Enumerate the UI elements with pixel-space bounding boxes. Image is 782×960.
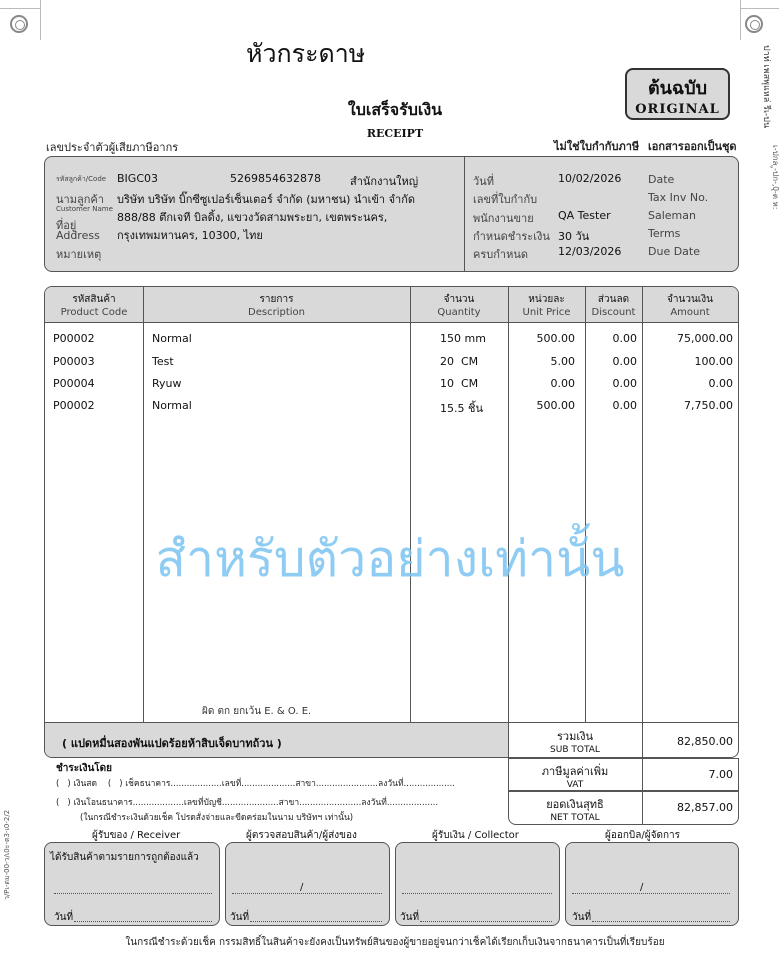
item-description: Normal <box>152 332 192 345</box>
item-quantity: 20 CM <box>440 355 479 368</box>
sig-date-label: วันที่ <box>54 912 74 923</box>
signature-line <box>54 893 212 894</box>
col-header-unit-price: หน่วยละ Unit Price <box>522 294 571 318</box>
sig-date-label: วันที่ <box>572 912 592 923</box>
item-amount: 0.00 <box>708 377 733 390</box>
item-quantity: 15.5 ชิ้น <box>440 402 483 415</box>
doc-title-en: RECEIPT <box>366 127 424 140</box>
original-en: ORIGINAL <box>635 102 720 117</box>
divider <box>464 157 465 271</box>
payment-line-2: ( ) เงินโอนธนาคาร...................เลขที่บัญชี.....................สาขา.......................ลงวันที่................... <box>56 798 439 808</box>
subtotal-value: 82,850.00 <box>677 735 733 748</box>
payment-note: (ในกรณีชำระเงินด้วยเช็ค โปรดสั่งจ่ายและขีดคร่อมในนาม บริษัทฯ เท่านั้น) <box>80 813 354 823</box>
customer-name-label: นามลูกค้า <box>56 193 104 206</box>
customer-code: BIGC03 <box>117 172 158 185</box>
col-header-discount: ส่วนลด Discount <box>591 294 636 318</box>
net-total-label: ยอดเงินสุทธิ NET TOTAL <box>546 798 604 823</box>
corner-line <box>740 8 779 9</box>
received-ok-text: ได้รับสินค้าตามรายการถูกต้องแล้ว <box>50 852 199 863</box>
due-label-en: Due Date <box>648 245 700 258</box>
col-divider <box>585 287 586 722</box>
header-caption: หัวกระดาษ <box>246 39 366 68</box>
item-discount: 0.00 <box>612 355 637 368</box>
payment-line-1: ( ) เงินสด ( ) เช็คธนาคาร...................เลขที่....................สาขา.......................ลงวันที่................... <box>56 779 455 789</box>
item-amount: 7,750.00 <box>684 399 733 412</box>
original-stamp <box>625 68 730 120</box>
item-code: P00002 <box>53 332 95 345</box>
terms-value: 30 วัน <box>558 230 590 243</box>
original-th: ต้นฉบับ <box>647 78 708 99</box>
address-line-1: 888/88 ตึกเจที บิลดิ้ง, แขวงวัดสามพระยา, เขตพระนคร, <box>117 211 388 224</box>
amount-in-words: ( แปดหมื่นสองพันแปดร้อยห้าสิบเจ็ดบาทถ้วน ) <box>62 737 282 750</box>
item-description: Normal <box>152 399 192 412</box>
due-label-th: ครบกำหนด <box>473 248 528 261</box>
date-line <box>592 921 730 922</box>
table-row <box>45 399 738 417</box>
divider <box>642 758 643 791</box>
date-line <box>74 921 212 922</box>
not-tax-invoice: ไม่ใช่ใบกำกับภาษี <box>554 140 640 153</box>
sig-date-label: วันที่ <box>230 912 250 923</box>
sig-label-checker: ผู้ตรวจสอบสินค้า/ผู้ส่งของ <box>246 830 357 841</box>
subtotal-label: รวมเงิน SUB TOTAL <box>550 730 600 755</box>
col-divider <box>143 287 144 722</box>
col-divider <box>410 287 411 722</box>
corner-mark-icon <box>745 15 763 33</box>
vat-label: ภาษีมูลค่าเพิ่ม VAT <box>541 765 609 790</box>
date-label-th: วันที่ <box>473 175 494 188</box>
sig-label-receiver: ผู้รับของ / Receiver <box>92 830 181 841</box>
date-line <box>420 921 552 922</box>
corner-line <box>40 0 41 40</box>
sig-box-issuer <box>565 842 739 926</box>
due-value: 12/03/2026 <box>558 245 622 258</box>
taxpayer-label: เลขประจำตัวผู้เสียภาษีอากร <box>46 141 179 154</box>
taxinv-label-en: Tax Inv No. <box>648 191 709 204</box>
item-discount: 0.00 <box>612 332 637 345</box>
col-header-quantity: จำนวน Quantity <box>437 294 481 318</box>
sig-date-label: วันที่ <box>400 912 420 923</box>
item-amount: 75,000.00 <box>677 332 733 345</box>
address-line-2: กรุงเทพมหานคร, 10300, ไทย <box>117 229 263 242</box>
date-label-en: Date <box>648 173 675 186</box>
signature-line <box>572 893 730 894</box>
side-text-right-2: เ-ปกล ู-ปก-,0ุ-ต ห: <box>771 145 780 210</box>
date-value: 10/02/2026 <box>558 172 622 185</box>
item-code: P00004 <box>53 377 95 390</box>
sig-label-collector: ผู้รับเงิน / Collector <box>432 830 519 841</box>
signature-line <box>402 893 552 894</box>
errors-note: ผิด ตก ยกเว้น E. & O. E. <box>202 706 312 717</box>
table-header-divider <box>45 322 738 323</box>
item-code: P00003 <box>53 355 95 368</box>
customer-branch: สำนักงานใหญ่ <box>350 175 419 188</box>
corner-line <box>0 8 40 9</box>
terms-label-en: Terms <box>648 227 681 240</box>
doc-title-th: ใบเสร็จรับเงิน <box>347 100 443 119</box>
customer-tax-id: 5269854632878 <box>230 172 321 185</box>
item-quantity: 150 mm <box>440 332 486 345</box>
item-unit-price: 500.00 <box>536 399 575 412</box>
corner-line <box>740 0 741 40</box>
remark-label: หมายเหตุ <box>56 248 102 261</box>
item-description: Test <box>152 355 174 368</box>
item-code: P00002 <box>53 399 95 412</box>
col-header-amount: จำนวนเงิน Amount <box>667 294 713 318</box>
customer-code-label: รหัสลูกค้า/Code <box>56 175 107 183</box>
table-row <box>45 332 738 350</box>
taxinv-label-th: เลขที่ใบกำกับ <box>473 193 538 206</box>
side-text-left: ว/Pเ-ตม-00-ว/เ0ะ-ต3-เ0-2/2 <box>3 809 11 900</box>
payment-title: ชำระเงินโดย <box>56 763 113 774</box>
sales-label-th: พนักงานขาย <box>473 212 534 225</box>
divider <box>642 791 643 825</box>
footer-note: ในกรณีชำระด้วยเช็ค กรรมสิทธิ์ในสินค้าจะยังคงเป็นทรัพย์สินของผู้ขายอยู่จนกว่าเช็คได้เรียกเก็บเงินจากธนาคารเป็นที่เรียบร้อย <box>125 937 665 948</box>
sales-label-en: Saleman <box>648 209 696 222</box>
corner-mark-icon <box>10 15 28 33</box>
address-label-en: Address <box>56 229 100 242</box>
sig-slash: / <box>300 882 304 893</box>
set-doc: เอกสารออกเป็นชุด <box>648 140 737 153</box>
terms-label-th: กำหนดชำระเงิน <box>473 230 550 243</box>
item-unit-price: 5.00 <box>550 355 575 368</box>
sig-box-collector <box>395 842 560 926</box>
net-total-value: 82,857.00 <box>677 801 733 814</box>
item-unit-price: 500.00 <box>536 332 575 345</box>
customer-name: บริษัท บริษัท บิ๊กซีซูเปอร์เซ็นเตอร์ จำกัด (มหาชน) นำเข้า จำกัด <box>117 193 416 206</box>
item-description: Ryuw <box>152 377 182 390</box>
table-row <box>45 355 738 373</box>
address-label: ที่อยู่ <box>56 219 77 232</box>
item-quantity: 10 CM <box>440 377 479 390</box>
item-discount: 0.00 <box>612 377 637 390</box>
item-amount: 100.00 <box>694 355 733 368</box>
sales-value: QA Tester <box>558 209 611 222</box>
customer-name-label-en: Customer Name <box>56 205 113 213</box>
table-row <box>45 377 738 395</box>
sample-watermark: สำหรับตัวอย่างเท่านั้น <box>155 530 625 588</box>
sig-box-checker <box>225 842 390 926</box>
signature-line <box>232 893 382 894</box>
col-header-code: รหัสสินค้า Product Code <box>60 294 128 318</box>
sig-label-issuer: ผู้ออกบิล/ผู้จัดการ <box>605 830 681 841</box>
side-text-right: ปาท่ เพสพุแหล่ รีเ-ปน <box>761 45 771 129</box>
item-discount: 0.00 <box>612 399 637 412</box>
item-unit-price: 0.00 <box>550 377 575 390</box>
col-header-description: รายการ Description <box>248 294 305 318</box>
date-line <box>250 921 382 922</box>
vat-value: 7.00 <box>708 768 733 781</box>
sig-slash: / <box>640 882 644 893</box>
